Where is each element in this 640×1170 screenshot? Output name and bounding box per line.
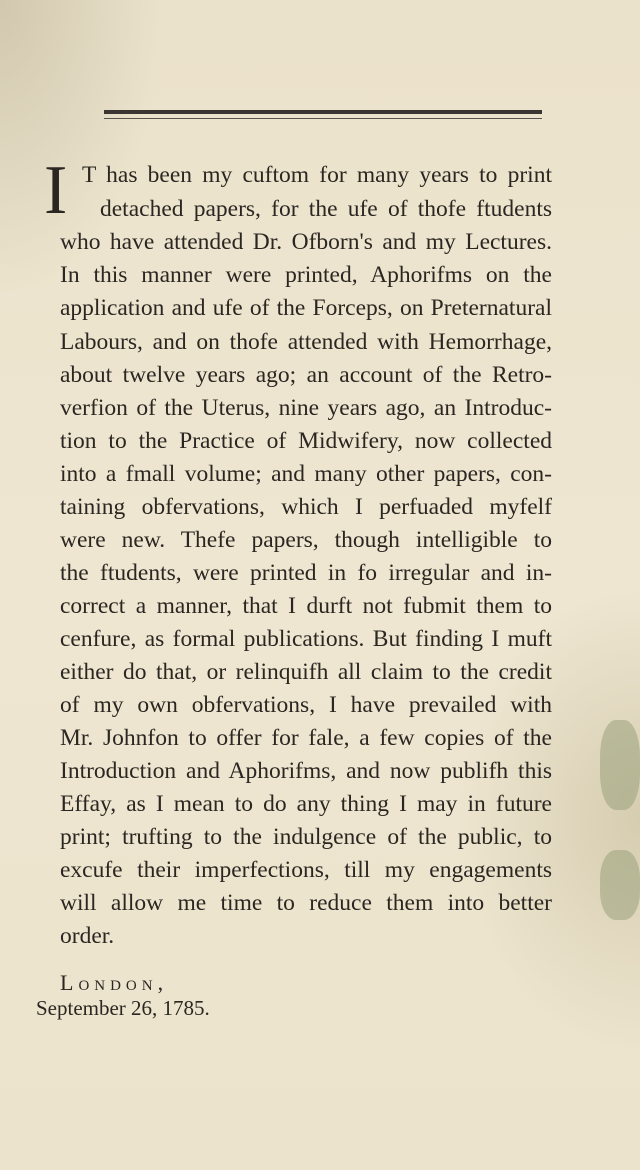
signature-place: London,: [60, 970, 169, 995]
text-line: cenfure, as formal publications. But finding I muft: [60, 626, 552, 652]
page-stain: [600, 850, 640, 920]
text-line: about twelve years ago; an account of the Retro-: [60, 362, 552, 388]
text-line: In this manner were printed, Aphorifms on the: [60, 262, 552, 288]
text-line: of my own obfervations, I have prevailed with: [60, 692, 552, 718]
drop-cap: I: [44, 152, 68, 229]
page-stain: [600, 720, 640, 810]
text-line: Introduction and Aphorifms, and now publifh this: [60, 758, 552, 784]
text-line: the ftudents, were printed in fo irregular and in-: [60, 560, 552, 586]
text-line: T has been my cuftom for many years to print: [82, 162, 552, 188]
text-line: either do that, or relinquifh all claim to the credit: [60, 659, 552, 685]
text-line: will allow me time to reduce them into better: [60, 890, 552, 916]
text-line: taining obfervations, which I perfuaded myfelf: [60, 494, 552, 520]
text-line: Effay, as I mean to do any thing I may in future: [60, 791, 552, 817]
text-line: verfion of the Uterus, nine years ago, an Introduc-: [60, 395, 552, 421]
text-line: who have attended Dr. Ofborn's and my Lectures.: [60, 229, 552, 255]
header-rule-thick: [104, 110, 542, 114]
signature-date: September 26, 1785.: [36, 996, 210, 1020]
text-line: Labours, and on thofe attended with Hemorrhage,: [60, 329, 552, 355]
text-line: into a fmall volume; and many other papers, con-: [60, 461, 552, 487]
text-line: were new. Thefe papers, though intelligible to: [60, 527, 552, 553]
text-line: excufe their imperfections, till my engagements: [60, 857, 552, 883]
text-line: detached papers, for the ufe of thofe ftudents: [100, 196, 552, 222]
text-line: application and ufe of the Forceps, on Preternatural: [60, 295, 552, 321]
text-line: print; trufting to the indulgence of the public, to: [60, 824, 552, 850]
text-line: correct a manner, that I durft not fubmit them to: [60, 593, 552, 619]
text-line: order.: [60, 923, 115, 949]
header-rule-thin: [104, 118, 542, 119]
text-line: tion to the Practice of Midwifery, now collected: [60, 428, 552, 454]
text-line: Mr. Johnfon to offer for fale, a few copies of the: [60, 725, 552, 751]
